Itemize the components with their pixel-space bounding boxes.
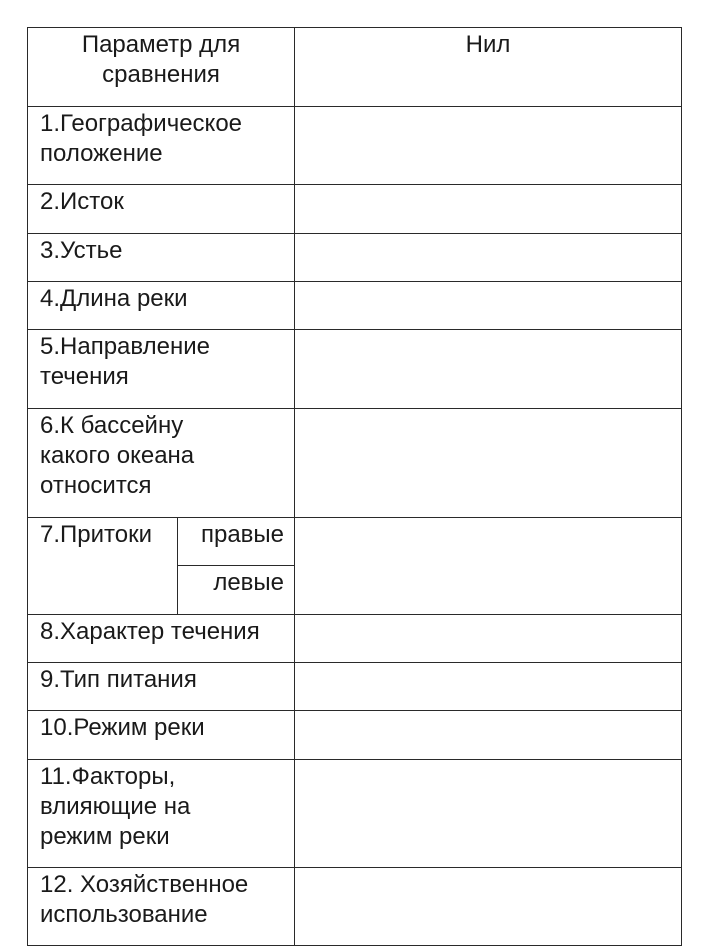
- header-river-label: Нил: [465, 31, 511, 58]
- parameter-cell: [28, 663, 295, 711]
- table-row: [28, 330, 682, 409]
- answer-cell[interactable]: [295, 234, 682, 282]
- parameter-label: 3.Устье: [40, 237, 123, 264]
- table-row: [28, 107, 682, 185]
- answer-cell[interactable]: [295, 518, 682, 615]
- table-row: [28, 234, 682, 282]
- tributary-left-label: левые: [213, 569, 285, 596]
- answer-cell[interactable]: [295, 615, 682, 663]
- table-row: [28, 185, 682, 234]
- answer-cell[interactable]: [295, 282, 682, 330]
- parameter-label: 1.Географическое положение: [40, 110, 243, 167]
- tributary-left-cell: [178, 566, 295, 615]
- tributary-right-cell: [178, 518, 295, 566]
- parameter-label: 6.К бассейну какого океана относится: [40, 412, 195, 499]
- parameter-cell: [28, 409, 295, 518]
- parameter-label: 5.Направление течения: [40, 333, 210, 390]
- comparison-table: [27, 27, 682, 946]
- table-row: [28, 282, 682, 330]
- parameter-cell: [28, 107, 295, 185]
- header-parameter-label: Параметр для сравнения: [81, 31, 241, 88]
- parameter-label: 9.Тип питания: [40, 666, 197, 693]
- table-row: [28, 760, 682, 868]
- parameter-label: 12. Хозяйственное использование: [40, 871, 249, 928]
- parameter-label: 7.Притоки: [40, 521, 152, 548]
- answer-cell[interactable]: [295, 868, 682, 946]
- answer-cell[interactable]: [295, 760, 682, 868]
- answer-cell[interactable]: [295, 663, 682, 711]
- parameter-cell: [28, 760, 295, 868]
- table-row: [28, 868, 682, 946]
- parameter-label: 11.Факторы, влияющие на режим реки: [40, 763, 191, 850]
- parameter-cell: [28, 711, 295, 760]
- header-cell-parameter: [28, 28, 295, 107]
- tributary-right-label: правые: [200, 521, 285, 548]
- parameter-cell: [28, 330, 295, 409]
- header-cell-river: [295, 28, 682, 107]
- table-row: [28, 711, 682, 760]
- table-row: [28, 518, 682, 566]
- parameter-cell: [28, 615, 295, 663]
- answer-cell[interactable]: [295, 330, 682, 409]
- answer-cell[interactable]: [295, 185, 682, 234]
- answer-cell[interactable]: [295, 409, 682, 518]
- table-row: [28, 615, 682, 663]
- parameter-cell: [28, 185, 295, 234]
- answer-cell[interactable]: [295, 711, 682, 760]
- table-header-row: [28, 28, 682, 107]
- table-row: [28, 409, 682, 518]
- parameter-cell: [28, 282, 295, 330]
- parameter-label: 2.Исток: [40, 188, 124, 215]
- table-row: [28, 663, 682, 711]
- parameter-label: 4.Длина реки: [40, 285, 188, 312]
- parameter-cell: [28, 868, 295, 946]
- parameter-cell-tributaries: [28, 518, 178, 615]
- parameter-label: 10.Режим реки: [40, 714, 205, 741]
- answer-cell[interactable]: [295, 107, 682, 185]
- parameter-cell: [28, 234, 295, 282]
- parameter-label: 8.Характер течения: [40, 618, 260, 645]
